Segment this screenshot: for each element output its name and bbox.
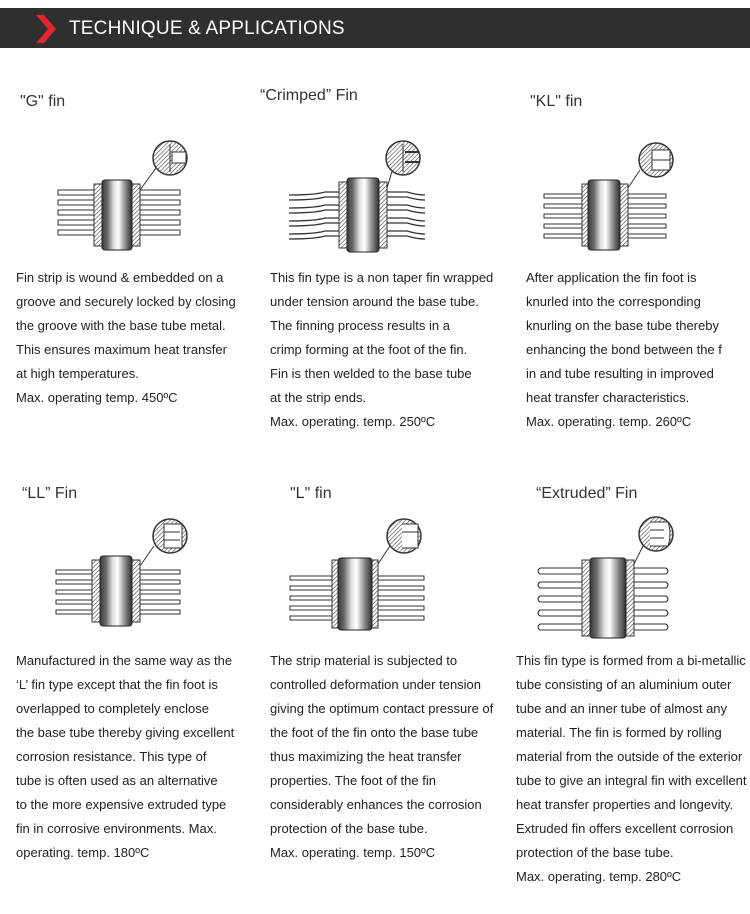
fin-card-ll [16, 484, 256, 874]
kl-fin-diagram [526, 138, 726, 263]
fin-card-l [270, 484, 510, 874]
fin-description: Fin strip is wound & embedded on a groove and securely locked by closing the groove with the base tube metal. This ensures maximum heat transfer at high temperatures. Max. operating temp. 450ºC [16, 270, 236, 405]
fin-description: The strip material is subjected to controlled deformation under tension giving the optimum contact pressure of the foot of the fin onto the base tube thus maximizing the heat transfer properties. The foot of the fin considerably enhances the corrosion protection of the base tube. Max. operating. temp. 150ºC [270, 653, 494, 860]
fin-description: After application the fin foot is knurled into the corresponding knurling on the base tube thereby enhancing the bond between the f in and tube resulting in improved heat transfer characteristics. Max. operating. temp. 260ºC [526, 270, 722, 429]
fin-card-kl [526, 90, 750, 440]
ll-fin-diagram [36, 514, 236, 639]
fin-name: "G" fin [20, 93, 66, 110]
chevron-right-icon [36, 15, 56, 43]
fin-name: “Extruded” Fin [536, 485, 638, 502]
g-fin-diagram [36, 138, 236, 263]
fin-card-g [16, 90, 256, 420]
fin-name: “Crimped” Fin [260, 87, 358, 104]
section-header [0, 8, 750, 48]
l-fin-diagram [280, 514, 480, 639]
fin-card-crimped [260, 84, 510, 434]
fin-name: "KL" fin [530, 93, 583, 110]
fin-name: "L" fin [290, 485, 332, 502]
fin-description: Manufactured in the same way as the ‘L’ fin type except that the fin foot is overlapped to completely enclose the base tube thereby giving excellent corrosion resistance. This type of tube is often used as an alternative to the more expensive extruded type fin in corrosive environments. Max. operating. temp. 180ºC [16, 653, 235, 860]
fin-name: “LL” Fin [22, 485, 78, 502]
fin-description: This fin type is a non taper fin wrapped under tension around the base tube. The finning process results in a crimp forming at the foot of the fin. Fin is then welded to the base tube at the strip ends. Max. operating. temp. 250ºC [270, 270, 494, 429]
fin-description: This fin type is formed from a bi-metallic tube consisting of an aluminium outer tube and an inner tube of almost any material. The fin is formed by rolling material from the outside of the exterior tube to give an integral fin with excellent heat transfer properties and longevity. Extruded fin offers excellent corrosion protection of the base tube. Max. operating. temp. 280ºC [516, 653, 747, 884]
crimped-fin-diagram [285, 138, 485, 263]
extruded-fin-diagram [526, 510, 736, 650]
section-title: TECHNIQUE & APPLICATIONS [69, 18, 345, 39]
fin-card-extruded [516, 484, 750, 894]
